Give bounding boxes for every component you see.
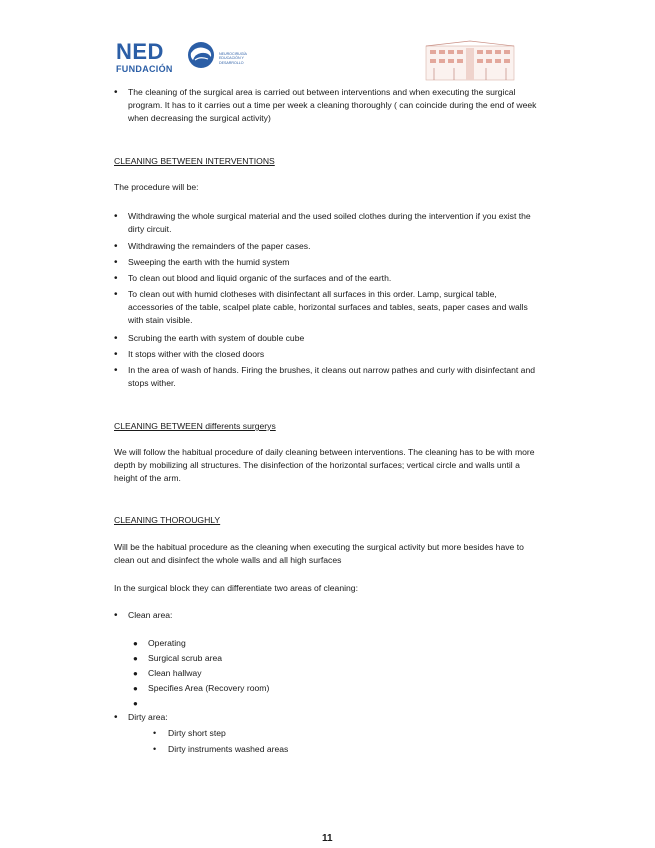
bullet-icon: • [114,289,118,300]
list-item: To clean out with humid clotheses with disinfectant all surfaces in this order. Lamp, surgical table, accessories of the table, scalpel plate cable, horizontal surfaces and tables, seats, paper cases and walls with stain visible. [128,289,528,325]
ned-foundation-logo [116,40,276,80]
list-item: To clean out blood and liquid organic of the surfaces and of the earth. [128,273,392,283]
bullet-icon: • [114,712,118,723]
bullet-icon: • [114,333,118,344]
logo-sub-text: FUNDACIÓN [116,64,173,74]
bullet-icon: ● [133,684,138,693]
clean-area-label: Clean area: [128,610,173,620]
bullet-icon: ● [133,699,138,708]
page-header [0,0,655,90]
bullet-icon: ● [133,639,138,648]
bullet-icon: • [114,211,118,222]
section-heading-between-surgerys: CLEANING BETWEEN differents surgerys [114,421,276,431]
list-item: Withdrawing the whole surgical material and the used soiled clothes during the intervention if you exist the dirty circuit. [128,211,531,234]
bullet-icon: • [153,744,157,754]
logo-caption: NEUROCIRUGÍA EDUCACIÓN Y DESARROLLO [219,52,247,65]
bullet-icon: • [114,241,118,252]
bullet-icon: • [114,349,118,360]
dirty-area-label: Dirty area: [128,712,168,722]
procedure-intro: The procedure will be: [114,182,199,192]
list-item: Sweeping the earth with the humid system [128,257,290,267]
list-item: Withdrawing the remainders of the paper cases. [128,241,311,251]
brain-globe-icon [186,40,216,70]
section-paragraph: We will follow the habitual procedure of daily cleaning between interventions. The cleaning has to be with more depth by mobilizing all structures. The disinfection of the horizontal surfaces; vertical circle and walls until a height of the arm. [114,447,535,483]
logo-main-text: NED [116,39,164,64]
bullet-icon: • [114,257,118,268]
list-item: Surgical scrub area [148,653,223,663]
list-item: It stops wither with the closed doors [128,349,265,359]
list-item: Clean hallway [148,668,202,678]
bullet-icon: • [153,728,157,738]
bullet-icon: ● [133,669,138,678]
section-heading-between-interventions: CLEANING BETWEEN INTERVENTIONS [114,156,275,166]
list-item: Dirty instruments washed areas [168,744,289,754]
section-heading-thoroughly: CLEANING THOROUGHLY [114,515,221,525]
hospital-building-icon [424,40,516,82]
bullet-icon: ● [133,654,138,663]
areas-intro: In the surgical block they can differentiate two areas of cleaning: [114,583,358,593]
page-number: 11 [322,833,333,844]
list-item: Operating [148,638,186,648]
list-item: In the area of wash of hands. Firing the brushes, it cleans out narrow pathes and curly with disinfectant and stops wither. [128,365,536,388]
bullet-icon: • [114,87,118,98]
list-item: Dirty short step [168,728,226,738]
bullet-icon: • [114,365,118,376]
section-paragraph: Will be the habitual procedure as the cleaning when executing the surgical activity but more besides have to clean out and disinfect the whole walls and all high surfaces [114,542,524,565]
bullet-icon: • [114,610,118,621]
intro-bullet-text: The cleaning of the surgical area is carried out between interventions and when executing the surgical program. It has to it carries out a time per week a cleaning thoroughly ( can coincide during the end of week when decreasing the surgical activity) [128,87,537,123]
bullet-icon: • [114,273,118,284]
list-item: Specifies Area (Recovery room) [148,683,270,693]
list-item: Scrubing the earth with system of double cube [128,333,305,343]
